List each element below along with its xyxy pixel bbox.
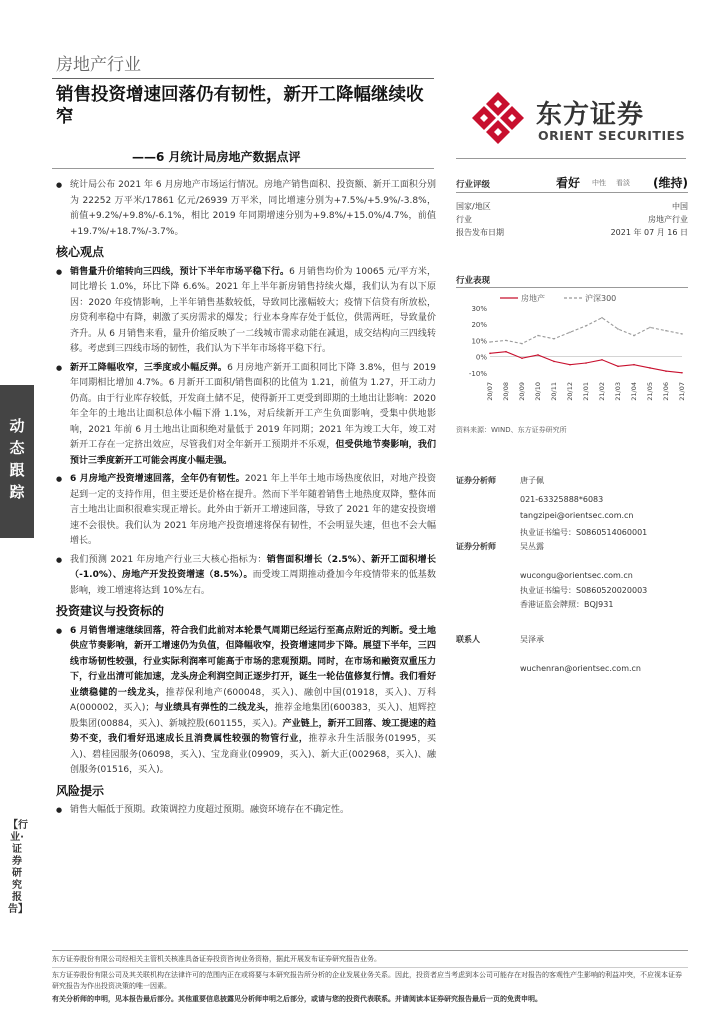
- core-point-bold: 但受供地节奏影响，我们预计三季度新开工可能会再度小幅走强。: [70, 440, 436, 466]
- x-tick-label: 21/01: [582, 382, 590, 401]
- industry-label: 房地产行业: [56, 55, 141, 75]
- performance-chart: [456, 287, 688, 413]
- divider: [52, 168, 434, 169]
- core-point-text: 2021 年上半年土地市场热度依旧，对地产投资起到一定的支持作用，但主要还是价格在提升。然而下半年随着销售土地热度双降，整体而言土地出让面积很难实现正增长。此外由于新开工增速回落，导致了 2021 年的建安投资增速不会很快。我们认为 2021 年房地产投资增速将保有韧性，不会明显失速，但也不会大幅增长。: [70, 474, 436, 546]
- series-line: [490, 318, 682, 344]
- rating-panel: [456, 174, 688, 239]
- y-tick-label: 20%: [471, 321, 487, 330]
- footer-line-3: 有关分析师的申明，见本报告最后部分。其他重要信息披露见分析师申明之后部分，或请与您的投资代表联系。并请阅读本证券研究报告最后一页的免责申明。: [52, 995, 542, 1003]
- analyst-contact[interactable]: wuchenran@orientsec.com.cn: [520, 664, 641, 673]
- intro-paragraph: ● 统计局公布 2021 年 6 月房地产市场运行情况。房地产销售面积、投资额、新开工面积分别为 22252 万平米/17861 亿元/26939 万平米，同比增速分别为+7.5%/+5.9%/-3.8%，前值+9.2%/+9.8%/-6.1%，相比 2019 年同期增速分别为+9.8%/+15.0%/4.7%，前值+19.7%/+18.7%/-3.7%。: [56, 178, 436, 240]
- legend-label: 房地产: [521, 294, 545, 303]
- info-row: [456, 200, 688, 213]
- sidebar-char: 踪: [9, 483, 25, 501]
- forecast-point: [56, 553, 436, 600]
- invest-text: 推荐保利地产(600048，买入)、融创中国(01918，买入)、万科 A(000002，买入)；: [70, 687, 436, 713]
- x-tick-label: 21/06: [662, 382, 670, 401]
- data-point: [505, 351, 507, 353]
- invest-bold: 产业链上，新开工回落、竣工提速的趋势不变，我们看好迅速成长且消费属性较强的物管行业，: [70, 718, 436, 744]
- info-value: 2021 年 07 月 16 日: [610, 228, 688, 237]
- data-point: [633, 335, 635, 337]
- analyst-role: 联系人: [456, 635, 480, 644]
- info-value: 中国: [672, 202, 688, 211]
- data-point: [617, 328, 619, 330]
- x-tick-label: 21/03: [614, 382, 622, 401]
- core-point: [56, 361, 436, 470]
- data-point: [585, 325, 587, 327]
- invest-bold: 6 月销售增速继续回落，符合我们此前对本轮景气周期已经运行至高点附近的判断。受土地供应节奏影响，新开工增速仍为负值，但降幅收窄，投资增速同步下降。展望下半年，三四线市场韧性较强，行业实际利润率可能高于市场的悲观预期。同时，在市场和融资双重压力下，行业出清可能加速，龙头房企利润空间正逐步打开，诞生一轮估值修复行情。我们看好业绩稳健的一线龙头，: [70, 625, 436, 698]
- analyst-contact: 执业证书编号：S0860514060001: [520, 528, 648, 537]
- main-content: [56, 178, 436, 822]
- sidebar-report-type: 【行业·证券研究报告】: [8, 820, 28, 915]
- rating-row: [456, 174, 688, 193]
- analyst-name: 吴泽承: [520, 635, 544, 644]
- x-tick-label: 21/05: [646, 382, 654, 401]
- x-tick-label: 20/12: [566, 382, 574, 401]
- rating-option: 看淡: [616, 179, 630, 187]
- core-point: [56, 472, 436, 550]
- footer-line-2: 东方证券股份有限公司及其关联机构在法律许可的范围内正在或将要与本研究报告所分析的企业发展业务关系。因此，投资者应当考虑到本公司可能存在对报告的客观性产生影响的利益冲突，不应视本证券研究报告为作出投资决策的唯一因素。: [52, 967, 688, 992]
- logo-text-en: ORIENT SECURITIES: [538, 128, 686, 143]
- data-point: [585, 362, 587, 364]
- analyst-contact[interactable]: wucongu@orientsec.com.cn: [520, 571, 633, 580]
- data-point: [665, 330, 667, 332]
- info-key: 报告发布日期: [456, 228, 504, 237]
- data-point: [569, 331, 571, 333]
- info-row: [456, 213, 688, 226]
- divider: [456, 158, 686, 159]
- forecast-bold: 销售面积增长（2.5%）、新开工面积增长（-1.0%）、房地产开发投资增速（8.5%）。: [70, 554, 436, 580]
- rating-label: 行业评级: [456, 180, 491, 190]
- footer-line-1: 东方证券股份有限公司经相关主管机关核准具备证券投资咨询业务资格，据此开展发布证券研究报告业务。: [52, 950, 688, 965]
- divider: [52, 78, 434, 79]
- core-point: [56, 265, 436, 358]
- chart-source: 资料来源：WIND、东方证券研究所: [456, 426, 567, 434]
- data-point: [649, 327, 651, 329]
- invest-text: 推荐金地集团(600383，买入)、旭辉控股集团(00884，买入)、新城控股(601155，买入)。: [70, 703, 436, 729]
- sidebar-char: 跟: [9, 461, 25, 479]
- analyst-contact[interactable]: tangzipei@orientsec.com.cn: [520, 511, 634, 520]
- core-point-text: 6 月房地产新开工面积同比下降 3.8%，但与 2019 年同期相比增加 4.7%。6 月新开工面积/销售面积的比值为 1.21，前值为 1.27，开工动力仍高。由于行业库存较低，开发商土储不足，使得新开工更受到即期的土地出让影响：2020 年全年的土地出让面积总体小幅下滑 1.1%，对后续新开工产生负面影响，受集中供地影响，2021 年前 6 月土地出让面积绝对量低于 2019 年同期；2021 年为竣工大年，竣工对新开工存在一定挤出效应，尽管我们对全年新开工预期并不乐观，: [70, 362, 436, 450]
- data-point: [649, 367, 651, 369]
- y-tick-label: 30%: [471, 305, 487, 313]
- disclaimer-footer: [52, 950, 688, 1005]
- report-subtitle: ——6 月统计局房地产数据点评: [132, 150, 301, 164]
- forecast-pre: 我们预测 2021 年房地产行业三大核心指标为：: [70, 554, 267, 565]
- performance-chart-svg: [456, 288, 688, 413]
- rating-status: (维持): [653, 176, 688, 190]
- info-key: 行业: [456, 215, 472, 224]
- data-point: [553, 338, 555, 340]
- data-point: [537, 354, 539, 356]
- data-point: [601, 359, 603, 361]
- x-tick-label: 20/10: [534, 382, 542, 401]
- y-tick-label: 0%: [475, 353, 487, 362]
- analyst-role: 证券分析师: [456, 476, 496, 485]
- forecast-post: 而受竣工周期推动叠加今年疫情带来的低基数影响，竣工增速将达到 10%左右。: [70, 570, 436, 596]
- orient-logo-icon: [470, 90, 526, 146]
- info-row: [456, 226, 688, 239]
- rating-selected: 看好: [556, 176, 581, 190]
- info-key: 国家/地区: [456, 202, 491, 211]
- data-point: [569, 364, 571, 366]
- data-point: [553, 361, 555, 363]
- report-title: 销售投资增速回落仍有韧性，新开工降幅继续收窄: [56, 85, 424, 127]
- data-point: [681, 372, 683, 374]
- data-point: [489, 353, 491, 355]
- chart-title: 行业表现: [456, 276, 491, 286]
- invest-text: 推荐永升生活服务(01995，买入)、碧桂园服务(06098，买入)、宝龙商业(09909，买入)、新大正(002968，买入)、融创服务(01516，买入)。: [70, 734, 436, 775]
- y-tick-label: 10%: [471, 337, 487, 346]
- analyst-contact: 执业证书编号：S0860520020003: [520, 586, 648, 595]
- data-point: [521, 357, 523, 359]
- logo-text-cn: 东方证券: [536, 100, 645, 130]
- y-tick-label: -10%: [468, 369, 487, 378]
- data-point: [633, 364, 635, 366]
- x-tick-label: 20/09: [518, 382, 526, 401]
- invest-point: [56, 624, 436, 779]
- data-point: [505, 340, 507, 342]
- analyst-role: 证券分析师: [456, 542, 496, 551]
- core-point-text: 6 月销售均价为 10065 元/平方米，同比增长 1.0%，环比下降 6.6%。2021 年上半年新房销售持续火爆，我们认为有以下原因：2020 年疫情影响，上半年销售基数较低，导致同比涨幅较大；疫情下信贷有所放松，房贷利率稳中有降，刺激了买房需求的爆发；行业本身库存处于低位，供需两旺，导致量价齐升。从 6 月销售来看，量升价缩反映了一二线城市需求动能在减退，成交结构向三四线转移。考虑到三四线市场的韧性，我们认为下半年市场将平稳下行。: [70, 266, 436, 354]
- x-tick-label: 21/02: [598, 382, 606, 401]
- core-heading: 核心观点: [56, 245, 105, 259]
- data-point: [489, 341, 491, 343]
- data-point: [665, 370, 667, 372]
- legend-label: 沪深300: [585, 294, 617, 303]
- core-point-bold: 6 月房地产投资增速回落，全年仍有韧性。: [70, 474, 245, 484]
- invest-heading: 投资建议与投资标的: [56, 604, 165, 618]
- analyst-name: 唐子佩: [520, 476, 544, 485]
- invest-bold: 与业绩具有弹性的二线龙头，: [154, 703, 275, 713]
- x-tick-label: 21/07: [678, 382, 686, 401]
- analyst-contact: 香港证监会牌照：BQJ931: [520, 600, 614, 609]
- risk-heading: 风险提示: [56, 783, 105, 798]
- info-value: 房地产行业: [648, 215, 688, 224]
- data-point: [617, 365, 619, 367]
- risk-text: ● 销售大幅低于预期。政策调控力度超过预期。融资环境存在不确定性。: [56, 803, 436, 819]
- x-tick-label: 21/04: [630, 382, 638, 401]
- analyst-name: 吴丛露: [520, 542, 544, 551]
- sidebar-char: 动: [9, 417, 25, 435]
- data-point: [601, 317, 603, 319]
- x-tick-label: 20/11: [550, 382, 558, 401]
- data-point: [537, 335, 539, 337]
- core-point-bold: 新开工降幅收窄，三季度或小幅反弹。: [70, 362, 228, 373]
- analyst-contact: 021-63325888*6083: [520, 495, 604, 504]
- data-point: [521, 343, 523, 345]
- x-tick-label: 20/08: [502, 382, 510, 401]
- x-tick-label: 20/07: [486, 382, 494, 401]
- sidebar-report-kind: [0, 385, 34, 538]
- sidebar-char: 态: [9, 439, 25, 457]
- data-point: [681, 333, 683, 335]
- rating-option: 中性: [592, 179, 606, 187]
- core-point-bold: 销售量升价缩转向三四线，预计下半年市场平稳下行。: [70, 266, 290, 277]
